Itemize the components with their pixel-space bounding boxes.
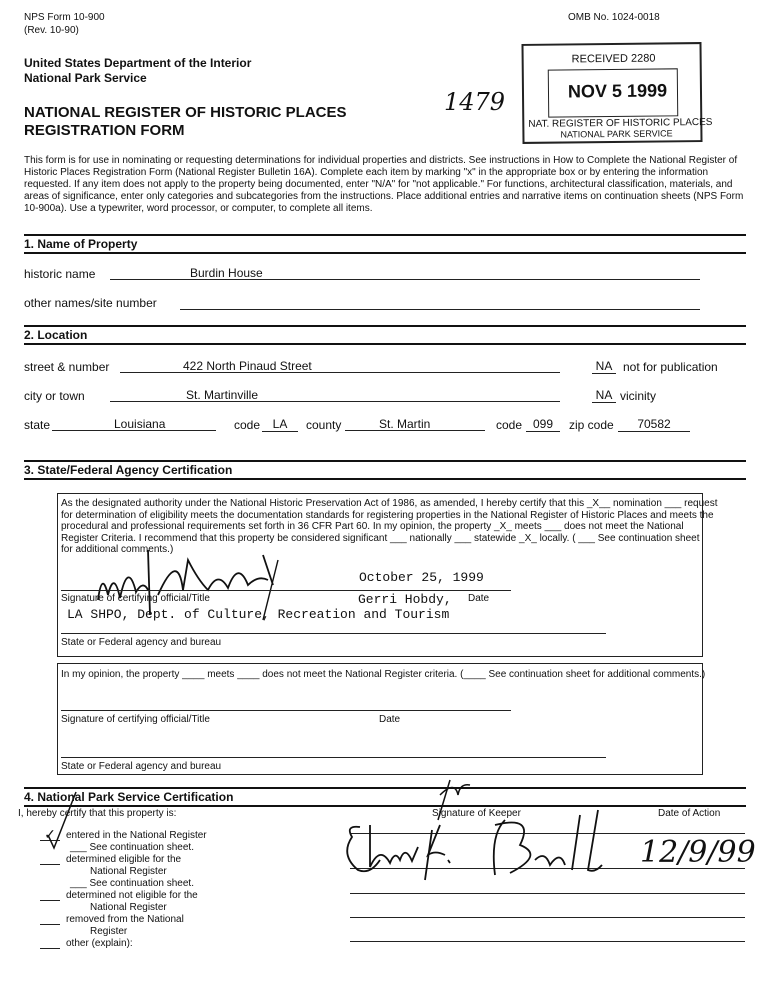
checkbox-blank[interactable] xyxy=(40,854,60,865)
option-label: ___ See continuation sheet. xyxy=(70,842,194,853)
other-names-field[interactable] xyxy=(180,295,700,310)
option-label: Register xyxy=(90,926,128,937)
street-label: street & number xyxy=(24,360,110,374)
option-continuation[interactable] xyxy=(40,878,300,890)
section4-heading: 4. National Park Service Certification xyxy=(24,790,234,804)
certification-line: for additional comments.) xyxy=(61,544,174,555)
vicinity-label: vicinity xyxy=(620,389,657,403)
city-field[interactable]: St. Martinville xyxy=(110,388,560,402)
certification-date: October 25, 1999 xyxy=(359,570,484,585)
date-of-action-handwritten: 12/9/99 xyxy=(640,835,756,870)
form-title-line2: REGISTRATION FORM xyxy=(24,122,185,139)
agency-label: State or Federal agency and bureau xyxy=(61,637,222,648)
street-field[interactable]: 422 North Pinaud Street xyxy=(120,359,560,373)
official-name-typed: Gerri Hobdy, xyxy=(358,592,452,607)
zip-field[interactable]: 70582 xyxy=(618,417,690,432)
city-label: city or town xyxy=(24,389,85,403)
keeper-signature xyxy=(340,775,640,885)
other-names-label: other names/site number xyxy=(24,296,157,310)
not-for-publication-label: not for publication xyxy=(623,360,718,374)
historic-name-field[interactable]: Burdin House xyxy=(110,266,700,280)
date-label: Date xyxy=(468,593,490,604)
form-number: NPS Form 10-900 xyxy=(24,12,105,23)
option-other[interactable] xyxy=(40,938,300,950)
commenting-official-box xyxy=(57,663,706,775)
option-label: National Register xyxy=(90,902,167,913)
state-field[interactable]: Louisiana xyxy=(52,417,216,431)
option-label: determined not eligible for the xyxy=(66,890,198,901)
certification-line: Register Criteria. I recommend that this property be considered significant ___ nationally ___ statewide _X_ locally. ( ___ See continuation sheet xyxy=(61,532,700,544)
section3-heading: 3. State/Federal Agency Certification xyxy=(24,463,233,477)
option-label: entered in the National Register xyxy=(66,830,207,841)
state-certification-box xyxy=(57,493,718,657)
agency-typed: LA SHPO, Dept. of Culture, Recreation and Tourism xyxy=(67,607,450,622)
not-for-publication-field[interactable]: NA xyxy=(592,359,616,374)
county-field[interactable]: St. Martin xyxy=(345,417,485,431)
stamp-date: NOV 5 1999 xyxy=(567,80,668,102)
county-code-label: code xyxy=(496,418,523,432)
state-code-field[interactable]: LA xyxy=(262,417,298,432)
keeper-signature-label: Signature of Keeper xyxy=(432,808,521,819)
checkbox-blank[interactable] xyxy=(40,938,60,949)
form-revision: (Rev. 10-90) xyxy=(24,25,79,36)
county-code-field[interactable]: 099 xyxy=(526,417,560,432)
date-of-action-label: Date of Action xyxy=(658,808,721,819)
option-not-eligible[interactable] xyxy=(40,890,300,902)
stamp-line2: NATIONAL PARK SERVICE xyxy=(560,128,673,140)
handwritten-reference-number: 1479 xyxy=(444,88,506,116)
section4-intro: I, hereby certify that this property is: xyxy=(18,808,177,819)
signature-label: Signature of certifying official/Title xyxy=(61,593,210,604)
option-removed[interactable] xyxy=(40,914,300,926)
certification-line: As the designated authority under the National Historic Preservation Act of 1986, as amended, I hereby certify that this _X__ nomination ___ request xyxy=(61,498,718,509)
certification-line: for determination of eligibility meets the documentation standards for registering properties in the National Register of Historic Places and meets the xyxy=(61,509,714,521)
vicinity-field[interactable]: NA xyxy=(592,388,616,403)
form-title-line1: NATIONAL REGISTER OF HISTORIC PLACES xyxy=(24,104,347,121)
option-eligible[interactable] xyxy=(40,854,300,866)
commenting-date-label: Date xyxy=(379,714,401,725)
option-label: ___ See continuation sheet. xyxy=(70,878,194,889)
stamp-line1: NAT. REGISTER OF HISTORIC PLACES xyxy=(528,116,713,130)
commenting-opinion-text: In my opinion, the property ____ meets ____ does not meet the National Register criteria. (____ See continuation sheet for additional comments.) xyxy=(61,669,706,680)
state-code-label: code xyxy=(234,418,261,432)
option-label: determined eligible for the xyxy=(66,854,182,865)
stamp-received: RECEIVED 2280 xyxy=(571,52,656,66)
state-label: state xyxy=(24,418,51,432)
option-label: National Register xyxy=(90,866,167,877)
received-stamp xyxy=(521,42,713,144)
section2-heading: 2. Location xyxy=(24,328,88,342)
checkbox-blank[interactable] xyxy=(40,914,60,925)
county-label: county xyxy=(306,418,342,432)
option-label: other (explain): xyxy=(66,938,133,949)
instructions-paragraph: This form is for use in nominating or requesting determinations for individual properties and districts. See instructions in How to Complete the National Register of Historic Places Registration Form (National Register Bulletin 16A). Complete each item by marking "x" in the appropriate box or by entering the information requested. If any item does not apply to the property being documented, enter "N/A" for "not applicable." For functions, architectural classification, materials, and areas of significance, enter only categories and subcategories from the instructions. Place additional entries and narrative items on continuation sheets (NPS Form 10-900a). Use a typewriter, word processor, or computer, to complete all items. xyxy=(24,155,744,214)
option-label: removed from the National xyxy=(66,914,184,925)
commenting-signature-label: Signature of certifying official/Title xyxy=(61,714,210,725)
historic-name-label: historic name xyxy=(24,267,96,281)
omb-number: OMB No. 1024-0018 xyxy=(568,12,660,23)
certification-line: procedural and professional requirements set forth in 36 CFR Part 60. In my opinion, the property _X_ meets ___ does not meet the National xyxy=(61,521,684,532)
section1-heading: 1. Name of Property xyxy=(24,237,138,251)
department: United States Department of the Interior xyxy=(24,56,252,70)
handwritten-check-stroke xyxy=(40,790,80,850)
zip-label: zip code xyxy=(569,418,614,432)
checkmark-icon[interactable]: ✓ xyxy=(40,830,60,841)
agency: National Park Service xyxy=(24,71,147,85)
commenting-agency-label: State or Federal agency and bureau xyxy=(61,761,222,772)
checkbox-blank[interactable] xyxy=(40,890,60,901)
